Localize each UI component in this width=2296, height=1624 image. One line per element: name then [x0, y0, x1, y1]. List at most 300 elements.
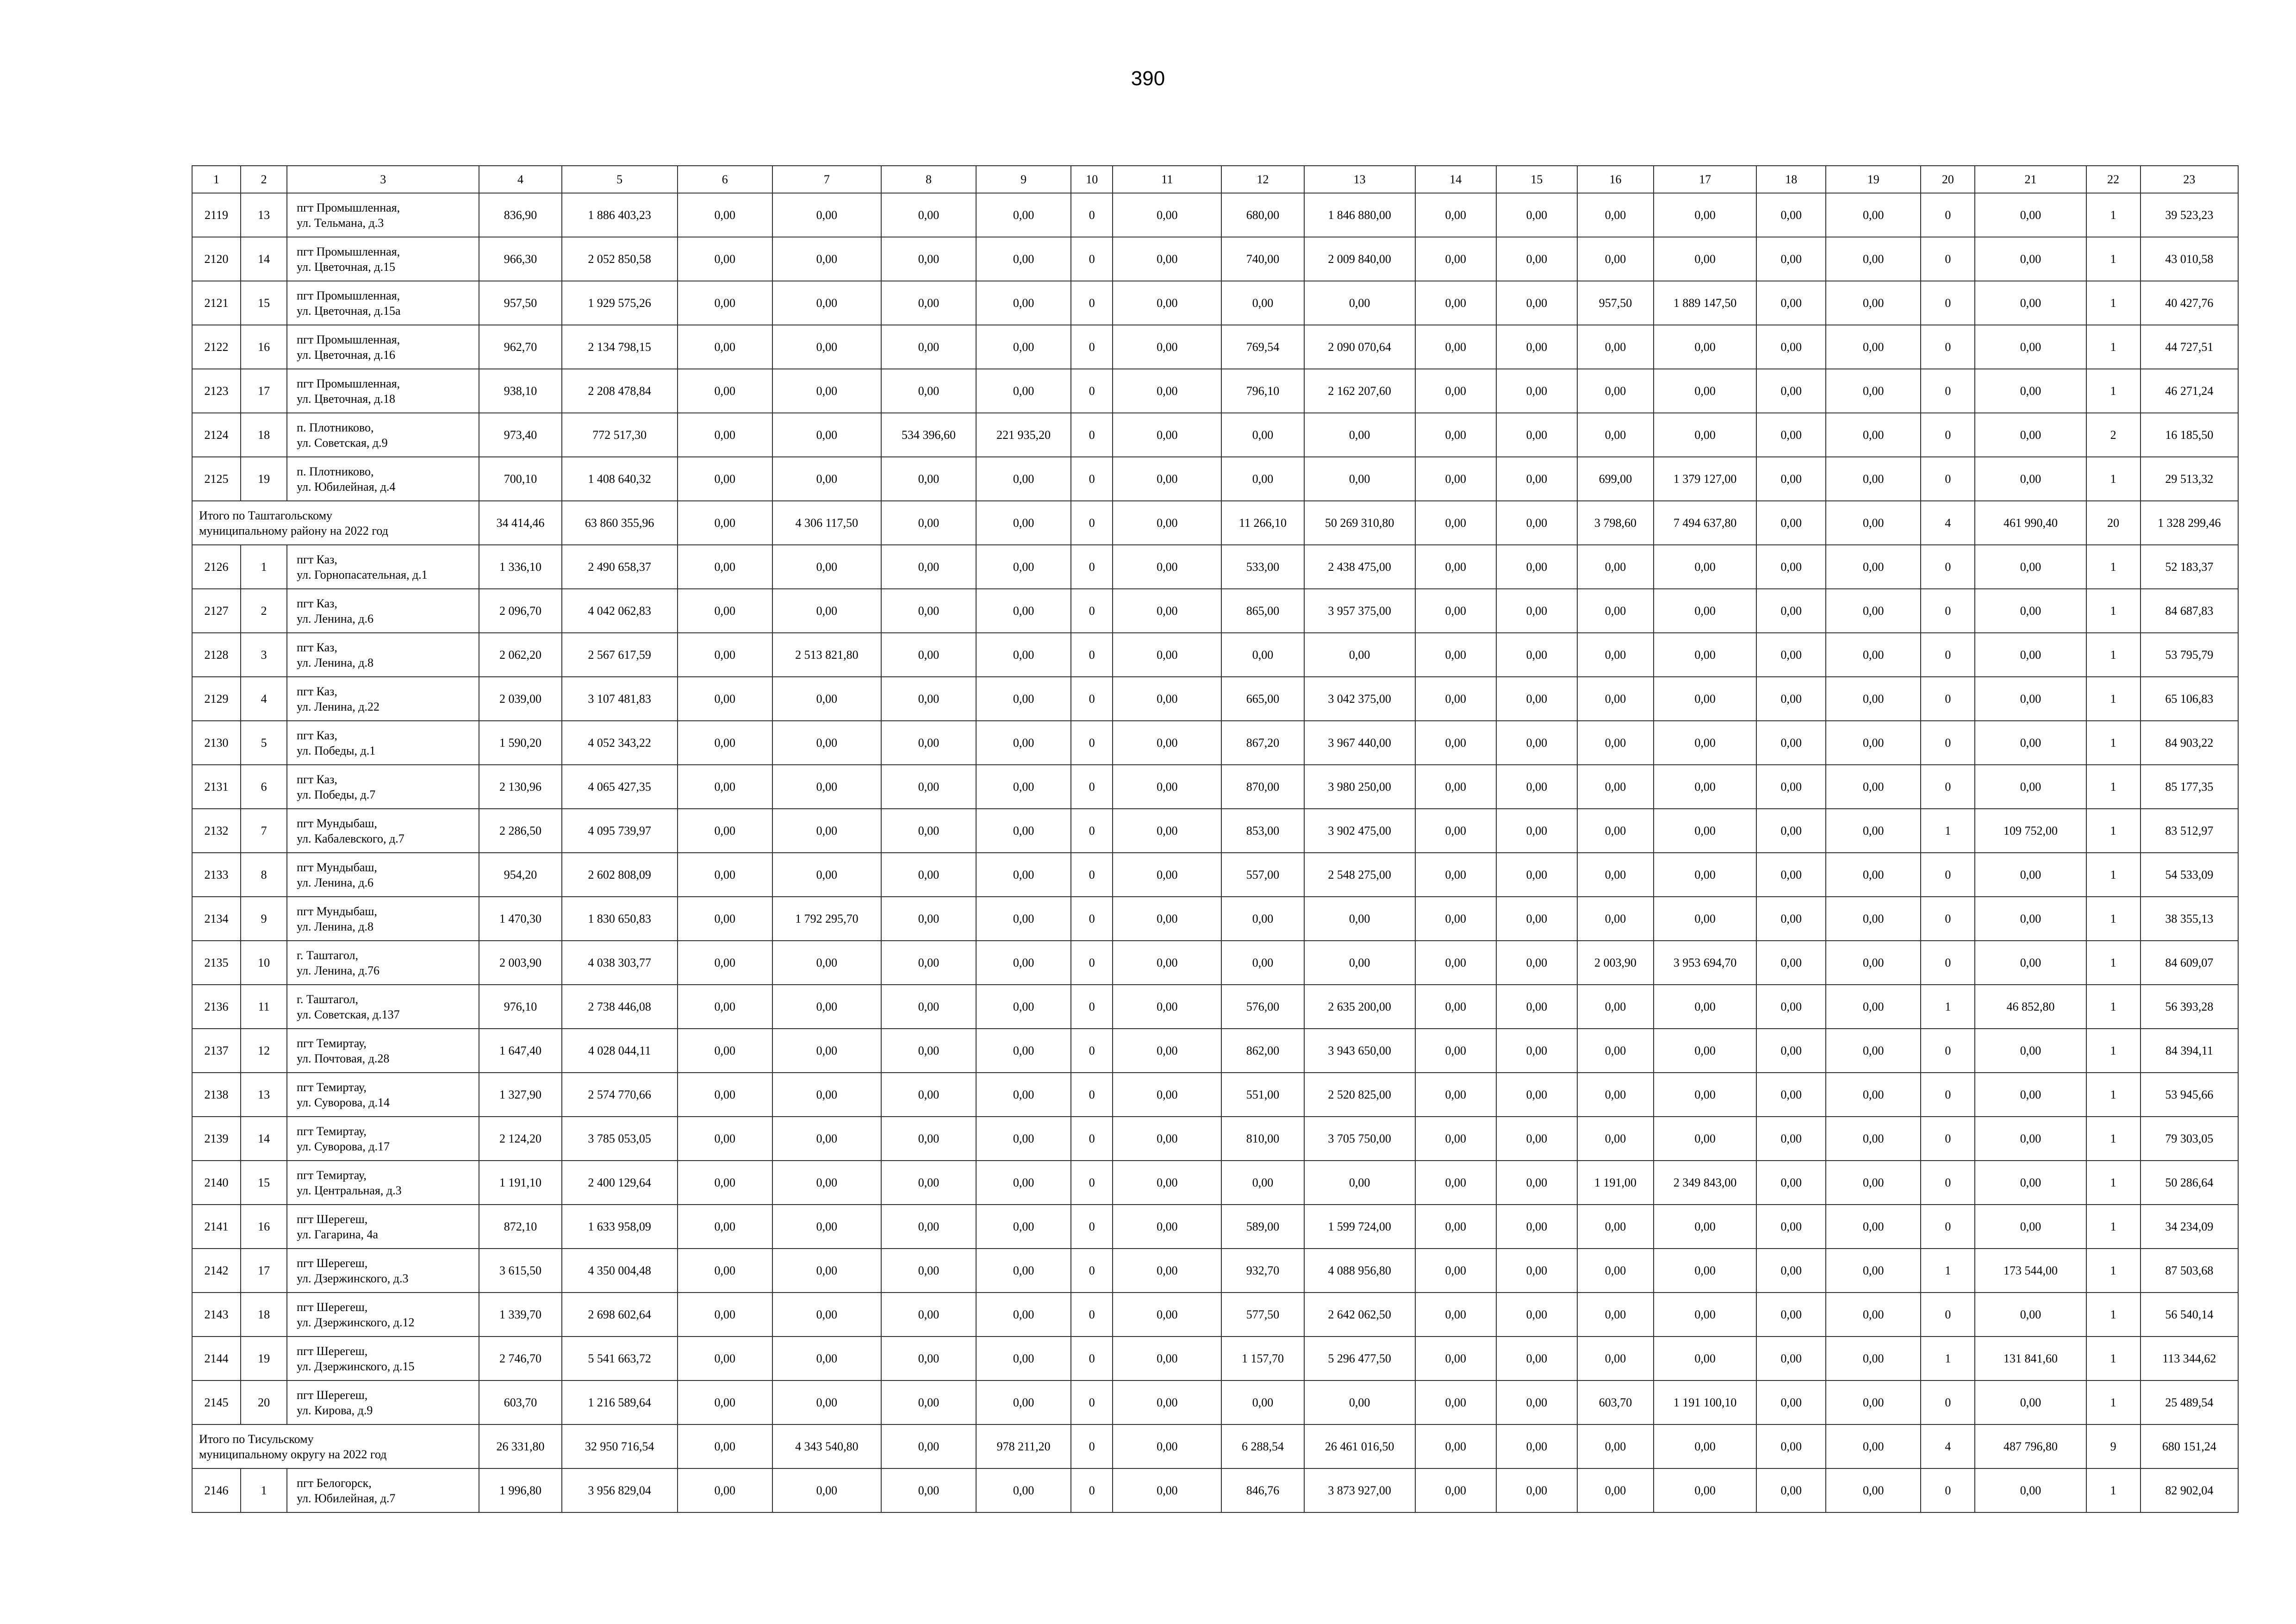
value-cell: 0,00: [881, 1337, 976, 1380]
value-cell: 0,00: [1654, 589, 1756, 633]
value-cell: 0,00: [1826, 237, 1921, 281]
value-cell: 0,00: [1975, 193, 2086, 237]
value-cell: 1: [2086, 1337, 2140, 1380]
table-row: [192, 193, 2238, 237]
value-cell: 1: [1921, 809, 1975, 853]
row-number-cell: 2135: [192, 941, 241, 985]
value-cell: 0: [1921, 1073, 1975, 1117]
value-cell: 1: [2086, 369, 2140, 413]
value-cell: 862,00: [1221, 1029, 1304, 1073]
address-locality: пгт Каз,: [297, 552, 337, 566]
row-number-cell: 2125: [192, 457, 241, 501]
value-cell: 966,30: [479, 237, 561, 281]
value-cell: 5 541 663,72: [562, 1337, 678, 1380]
value-cell: 0,00: [678, 237, 772, 281]
value-cell: 0,00: [1756, 809, 1826, 853]
value-cell: 0,00: [976, 589, 1071, 633]
value-cell: 1: [2086, 1380, 2140, 1424]
address-locality: пгт Каз,: [297, 596, 337, 610]
address-locality: пгт Каз,: [297, 640, 337, 654]
value-cell: 0: [1921, 325, 1975, 369]
row-number-cell: 2139: [192, 1117, 241, 1161]
value-cell: 0,00: [1654, 1249, 1756, 1293]
address-street: ул. Цветочная, д.15: [297, 260, 395, 274]
address-cell: [287, 1029, 479, 1073]
value-cell: 0,00: [772, 1380, 881, 1424]
value-cell: 0,00: [976, 985, 1071, 1029]
value-cell: 4 088 956,80: [1304, 1249, 1415, 1293]
local-number-cell: 17: [241, 369, 287, 413]
value-cell: 0,00: [1577, 1337, 1654, 1380]
value-cell: 0,00: [1654, 1029, 1756, 1073]
row-number-cell: 2126: [192, 545, 241, 589]
address-cell: [287, 633, 479, 677]
table-row: [192, 1029, 2238, 1073]
value-cell: 0,00: [881, 853, 976, 897]
total-value-cell: 50 269 310,80: [1304, 501, 1415, 545]
value-cell: 0,00: [881, 457, 976, 501]
value-cell: 0,00: [1826, 721, 1921, 765]
value-cell: 0,00: [1415, 369, 1496, 413]
column-header: 16: [1577, 166, 1654, 193]
value-cell: 0,00: [1826, 985, 1921, 1029]
value-cell: 0,00: [1577, 1029, 1654, 1073]
value-cell: 0,00: [881, 1117, 976, 1161]
value-cell: 1: [1921, 985, 1975, 1029]
value-cell: 0,00: [1496, 853, 1577, 897]
value-cell: 0,00: [1221, 281, 1304, 325]
value-cell: 810,00: [1221, 1117, 1304, 1161]
row-number-cell: 2143: [192, 1293, 241, 1337]
value-cell: 2 567 617,59: [562, 633, 678, 677]
value-cell: 1: [2086, 1468, 2140, 1512]
value-cell: 0,00: [678, 457, 772, 501]
address-locality: пгт Промышленная,: [297, 332, 400, 346]
total-value-cell: 487 796,80: [1975, 1424, 2086, 1468]
table-row: [192, 237, 2238, 281]
value-cell: 0,00: [1496, 413, 1577, 457]
row-number-cell: 2145: [192, 1380, 241, 1424]
value-cell: 0,00: [976, 1337, 1071, 1380]
value-cell: 0,00: [1415, 897, 1496, 941]
value-cell: 53 795,79: [2140, 633, 2238, 677]
value-cell: 40 427,76: [2140, 281, 2238, 325]
value-cell: 0,00: [772, 545, 881, 589]
table-row: [192, 721, 2238, 765]
local-number-cell: 16: [241, 1205, 287, 1249]
value-cell: 0,00: [1756, 1161, 1826, 1205]
table-row: [192, 1073, 2238, 1117]
row-number-cell: 2124: [192, 413, 241, 457]
value-cell: 0,00: [881, 941, 976, 985]
value-cell: 0,00: [1415, 1293, 1496, 1337]
table-row: [192, 897, 2238, 941]
value-cell: 29 513,32: [2140, 457, 2238, 501]
value-cell: 3 980 250,00: [1304, 765, 1415, 809]
value-cell: 0,00: [1415, 193, 1496, 237]
value-cell: 0: [1071, 853, 1113, 897]
value-cell: 0,00: [1756, 237, 1826, 281]
total-value-cell: 461 990,40: [1975, 501, 2086, 545]
address-street: ул. Суворова, д.14: [297, 1095, 390, 1109]
table-row: [192, 765, 2238, 809]
value-cell: 0,00: [678, 1249, 772, 1293]
row-number-cell: 2129: [192, 677, 241, 721]
value-cell: 0,00: [1496, 237, 1577, 281]
local-number-cell: 20: [241, 1380, 287, 1424]
value-cell: 3 705 750,00: [1304, 1117, 1415, 1161]
table-row: [192, 457, 2238, 501]
value-cell: 0,00: [1113, 897, 1221, 941]
value-cell: 0,00: [1415, 1029, 1496, 1073]
value-cell: 680,00: [1221, 193, 1304, 237]
address-street: ул. Цветочная, д.18: [297, 392, 395, 406]
value-cell: 0: [1921, 545, 1975, 589]
address-locality: пгт Каз,: [297, 684, 337, 698]
local-number-cell: 5: [241, 721, 287, 765]
address-street: ул. Советская, д.9: [297, 436, 388, 450]
value-cell: 853,00: [1221, 809, 1304, 853]
local-number-cell: 14: [241, 237, 287, 281]
value-cell: 0,00: [772, 721, 881, 765]
value-cell: 0,00: [1654, 633, 1756, 677]
value-cell: 0,00: [1415, 1161, 1496, 1205]
value-cell: 0,00: [1975, 1029, 2086, 1073]
local-number-cell: 12: [241, 1029, 287, 1073]
value-cell: 0,00: [976, 237, 1071, 281]
value-cell: 0,00: [1975, 1293, 2086, 1337]
value-cell: 0,00: [1975, 545, 2086, 589]
value-cell: 0,00: [1415, 1205, 1496, 1249]
value-cell: 0,00: [1113, 457, 1221, 501]
value-cell: 1 996,80: [479, 1468, 561, 1512]
value-cell: 0,00: [1496, 897, 1577, 941]
value-cell: 0,00: [1577, 1205, 1654, 1249]
value-cell: 221 935,20: [976, 413, 1071, 457]
value-cell: 4 028 044,11: [562, 1029, 678, 1073]
value-cell: 0,00: [1654, 413, 1756, 457]
value-cell: 0,00: [1756, 1293, 1826, 1337]
value-cell: 0,00: [678, 941, 772, 985]
value-cell: 0,00: [678, 1293, 772, 1337]
total-label-line-1: Итого по Таштагольскому: [199, 508, 333, 522]
value-cell: 0,00: [1496, 1117, 1577, 1161]
value-cell: 0: [1921, 193, 1975, 237]
value-cell: 0,00: [1975, 457, 2086, 501]
address-locality: пгт Каз,: [297, 728, 337, 742]
value-cell: 0,00: [1826, 809, 1921, 853]
address-locality: пгт Белогорск,: [297, 1476, 372, 1490]
value-cell: 577,50: [1221, 1293, 1304, 1337]
value-cell: 0,00: [1113, 589, 1221, 633]
value-cell: 1 339,70: [479, 1293, 561, 1337]
value-cell: 0,00: [1756, 413, 1826, 457]
value-cell: 0,00: [1826, 325, 1921, 369]
value-cell: 1: [1921, 1249, 1975, 1293]
page-number: 390: [1131, 67, 1165, 90]
value-cell: 0,00: [1113, 281, 1221, 325]
value-cell: 0,00: [772, 941, 881, 985]
address-locality: пгт Промышленная,: [297, 244, 400, 258]
value-cell: 2 003,90: [479, 941, 561, 985]
table-row: [192, 677, 2238, 721]
value-cell: 0,00: [678, 1380, 772, 1424]
value-cell: 0,00: [1415, 941, 1496, 985]
value-cell: 0,00: [976, 941, 1071, 985]
value-cell: 0,00: [1654, 369, 1756, 413]
value-cell: 0,00: [1654, 545, 1756, 589]
value-cell: 44 727,51: [2140, 325, 2238, 369]
value-cell: 1: [2086, 633, 2140, 677]
value-cell: 0: [1071, 985, 1113, 1029]
address-locality: пгт Промышленная,: [297, 288, 400, 302]
value-cell: 0: [1921, 237, 1975, 281]
value-cell: 533,00: [1221, 545, 1304, 589]
value-cell: 0: [1921, 281, 1975, 325]
value-cell: 0,00: [1975, 589, 2086, 633]
total-value-cell: 4: [1921, 501, 1975, 545]
value-cell: 0,00: [772, 457, 881, 501]
total-value-cell: 1 328 299,46: [2140, 501, 2238, 545]
local-number-cell: 1: [241, 545, 287, 589]
value-cell: 0: [1071, 413, 1113, 457]
table-row: [192, 1380, 2238, 1424]
value-cell: 1: [2086, 1249, 2140, 1293]
column-header: 6: [678, 166, 772, 193]
address-cell: [287, 1161, 479, 1205]
value-cell: 0,00: [772, 325, 881, 369]
column-header: 14: [1415, 166, 1496, 193]
value-cell: 53 945,66: [2140, 1073, 2238, 1117]
value-cell: 962,70: [479, 325, 561, 369]
value-cell: 1: [2086, 677, 2140, 721]
value-cell: 0,00: [1756, 1249, 1826, 1293]
address-locality: пгт Мундыбаш,: [297, 860, 377, 874]
total-value-cell: 4 343 540,80: [772, 1424, 881, 1468]
value-cell: 0,00: [1496, 1293, 1577, 1337]
address-locality: пгт Промышленная,: [297, 200, 400, 214]
value-cell: 0,00: [881, 237, 976, 281]
value-cell: 0,00: [1113, 1293, 1221, 1337]
column-header: 4: [479, 166, 561, 193]
value-cell: 0,00: [678, 633, 772, 677]
value-cell: 0,00: [1415, 765, 1496, 809]
value-cell: 0,00: [1975, 1117, 2086, 1161]
value-cell: 976,10: [479, 985, 561, 1029]
value-cell: 0,00: [881, 369, 976, 413]
local-number-cell: 10: [241, 941, 287, 985]
total-value-cell: 6 288,54: [1221, 1424, 1304, 1468]
value-cell: 0,00: [772, 589, 881, 633]
value-cell: 0,00: [1826, 765, 1921, 809]
value-cell: 0,00: [772, 1161, 881, 1205]
table-row: [192, 1117, 2238, 1161]
value-cell: 0,00: [976, 677, 1071, 721]
value-cell: 1 590,20: [479, 721, 561, 765]
column-header: 9: [976, 166, 1071, 193]
value-cell: 0,00: [976, 721, 1071, 765]
value-cell: 4 065 427,35: [562, 765, 678, 809]
value-cell: 0,00: [1756, 281, 1826, 325]
address-locality: пгт Шерегеш,: [297, 1212, 368, 1226]
value-cell: 0,00: [772, 281, 881, 325]
value-cell: 2 574 770,66: [562, 1073, 678, 1117]
value-cell: 551,00: [1221, 1073, 1304, 1117]
value-cell: 603,70: [479, 1380, 561, 1424]
value-cell: 0,00: [881, 1293, 976, 1337]
value-cell: 700,10: [479, 457, 561, 501]
value-cell: 0,00: [1826, 1293, 1921, 1337]
total-value-cell: 0,00: [1496, 1424, 1577, 1468]
value-cell: 0,00: [1113, 369, 1221, 413]
address-cell: [287, 1337, 479, 1380]
value-cell: 0,00: [1826, 1380, 1921, 1424]
table-row: [192, 633, 2238, 677]
value-cell: 0,00: [1221, 1380, 1304, 1424]
address-street: ул. Ленина, д.8: [297, 656, 373, 669]
total-label-line-1: Итого по Тисульскому: [199, 1432, 314, 1446]
value-cell: 0,00: [1826, 1468, 1921, 1512]
local-number-cell: 18: [241, 413, 287, 457]
value-cell: 0: [1921, 1468, 1975, 1512]
value-cell: 0,00: [1826, 193, 1921, 237]
value-cell: 0,00: [1304, 413, 1415, 457]
local-number-cell: 13: [241, 1073, 287, 1117]
value-cell: 0,00: [1654, 1468, 1756, 1512]
table-row: [192, 325, 2238, 369]
address-cell: [287, 325, 479, 369]
value-cell: 0: [1071, 1380, 1113, 1424]
table-row: [192, 853, 2238, 897]
value-cell: 2 062,20: [479, 633, 561, 677]
value-cell: 0,00: [1826, 1073, 1921, 1117]
address-locality: пгт Промышленная,: [297, 376, 400, 390]
column-header: 5: [562, 166, 678, 193]
value-cell: 87 503,68: [2140, 1249, 2238, 1293]
value-cell: 0,00: [1415, 633, 1496, 677]
value-cell: 0: [1071, 457, 1113, 501]
value-cell: 0: [1921, 633, 1975, 677]
value-cell: 0,00: [772, 1073, 881, 1117]
value-cell: 0,00: [1826, 897, 1921, 941]
total-value-cell: 0,00: [1826, 1424, 1921, 1468]
row-number-cell: 2140: [192, 1161, 241, 1205]
value-cell: 0,00: [772, 369, 881, 413]
value-cell: 0,00: [1756, 853, 1826, 897]
address-cell: [287, 1073, 479, 1117]
value-cell: 0,00: [1304, 897, 1415, 941]
value-cell: 3 785 053,05: [562, 1117, 678, 1161]
value-cell: 0,00: [1415, 1468, 1496, 1512]
address-street: ул. Ленина, д.22: [297, 700, 380, 713]
value-cell: 0,00: [772, 1249, 881, 1293]
total-value-cell: 0,00: [1826, 501, 1921, 545]
value-cell: 0,00: [1826, 941, 1921, 985]
total-value-cell: 0,00: [1415, 501, 1496, 545]
total-value-cell: 0,00: [1756, 501, 1826, 545]
value-cell: 0: [1921, 1029, 1975, 1073]
value-cell: 0,00: [1975, 853, 2086, 897]
value-cell: 0,00: [1826, 369, 1921, 413]
value-cell: 0: [1921, 1205, 1975, 1249]
column-header: 21: [1975, 166, 2086, 193]
value-cell: 0,00: [1975, 897, 2086, 941]
value-cell: 0,00: [881, 1205, 976, 1249]
value-cell: 1: [1921, 1337, 1975, 1380]
table-row: [192, 1249, 2238, 1293]
value-cell: 0,00: [976, 765, 1071, 809]
table-row: [192, 941, 2238, 985]
address-street: ул. Ленина, д.6: [297, 612, 373, 625]
column-header: 19: [1826, 166, 1921, 193]
value-cell: 0: [1071, 281, 1113, 325]
value-cell: 84 687,83: [2140, 589, 2238, 633]
value-cell: 0,00: [976, 281, 1071, 325]
value-cell: 0,00: [976, 809, 1071, 853]
value-cell: 1 191,10: [479, 1161, 561, 1205]
local-number-cell: 2: [241, 589, 287, 633]
value-cell: 0,00: [772, 413, 881, 457]
total-label-line-2: муниципальному округу на 2022 год: [199, 1447, 387, 1461]
value-cell: 0,00: [881, 721, 976, 765]
value-cell: 1: [2086, 897, 2140, 941]
address-cell: [287, 809, 479, 853]
address-locality: пгт Шерегеш,: [297, 1256, 368, 1270]
value-cell: 0,00: [1577, 413, 1654, 457]
value-cell: 0,00: [1756, 897, 1826, 941]
value-cell: 0,00: [1496, 677, 1577, 721]
value-cell: 0,00: [772, 1205, 881, 1249]
value-cell: 0: [1071, 325, 1113, 369]
value-cell: 0,00: [1975, 1073, 2086, 1117]
value-cell: 83 512,97: [2140, 809, 2238, 853]
value-cell: 0,00: [1756, 1380, 1826, 1424]
value-cell: 1: [2086, 457, 2140, 501]
value-cell: 0,00: [1654, 677, 1756, 721]
value-cell: 82 902,04: [2140, 1468, 2238, 1512]
column-header: 12: [1221, 166, 1304, 193]
value-cell: 2 738 446,08: [562, 985, 678, 1029]
value-cell: 0,00: [1975, 721, 2086, 765]
value-cell: 0,00: [1221, 941, 1304, 985]
row-number-cell: 2120: [192, 237, 241, 281]
value-cell: 0: [1071, 721, 1113, 765]
value-cell: 0,00: [881, 1380, 976, 1424]
value-cell: 0,00: [1756, 721, 1826, 765]
value-cell: 25 489,54: [2140, 1380, 2238, 1424]
value-cell: 0,00: [1577, 765, 1654, 809]
value-cell: 56 393,28: [2140, 985, 2238, 1029]
value-cell: 0,00: [881, 545, 976, 589]
total-label-line-2: муниципальному району на 2022 год: [199, 524, 388, 537]
value-cell: 0,00: [976, 853, 1071, 897]
value-cell: 0,00: [976, 1161, 1071, 1205]
value-cell: 0,00: [976, 897, 1071, 941]
value-cell: 1 216 589,64: [562, 1380, 678, 1424]
value-cell: 0,00: [1304, 633, 1415, 677]
value-cell: 0,00: [1496, 545, 1577, 589]
value-cell: 0,00: [1577, 193, 1654, 237]
table-row: [192, 1205, 2238, 1249]
value-cell: 0,00: [1826, 545, 1921, 589]
address-cell: [287, 853, 479, 897]
value-cell: 0,00: [1415, 1337, 1496, 1380]
value-cell: 557,00: [1221, 853, 1304, 897]
value-cell: 1: [2086, 853, 2140, 897]
value-cell: 0,00: [1496, 941, 1577, 985]
row-number-cell: 2142: [192, 1249, 241, 1293]
value-cell: 0: [1071, 1337, 1113, 1380]
